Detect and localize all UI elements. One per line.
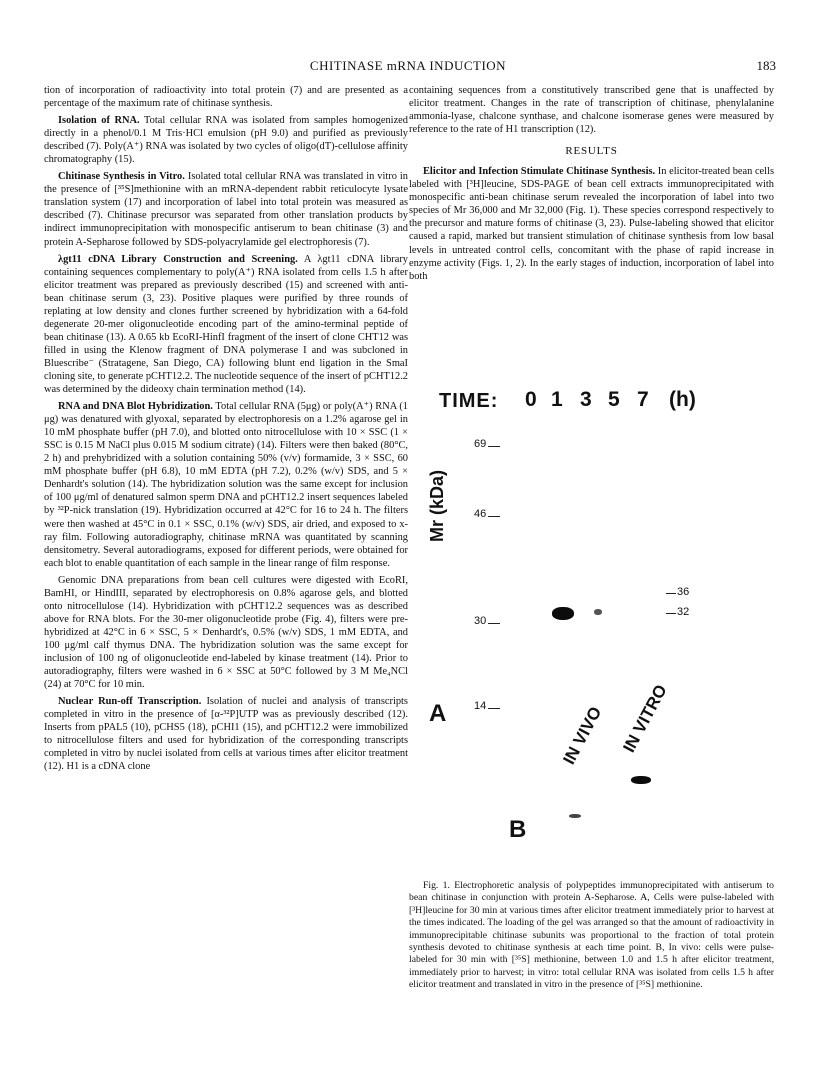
running-title: CHITINASE mRNA INDUCTION xyxy=(309,58,507,73)
lane-label-in-vitro: IN VITRO xyxy=(619,681,671,756)
section-body: Total cellular RNA (5μg) or poly(A⁺) RNA (1 μg) was denatured with glyoxal, separated by electrophoresis on a 1.2% agarose gel in 10 mM phosphate buffer (pH 7.0), and blotted onto nitrocellulose with 10 × SSC (1 × SSC is 0.15 M NaCl plus 0.015 M sodium citrate) (14). Filters were then baked (80°C, 2 h) and prehybridized with a solution containing 50% (v/v) formamide, 3 × SSC, 60 mM phosphate buffer (pH 6.8), 10 mM EDTA (pH 7.2), 0.2% (w/v) SDS, and 5 × Denhardt's solution (14). The hybridization solution was the same except for inclusion of 100 μg/ml of denatured salmon sperm DNA and pCHT12.2 insert sequences labeled by ³²P-nick translation (19). Hybridization occurred at 42°C for 16 to 24 h. The filters were then washed at 45°C in 0.1 × SSC, 0.1% (w/v) SDS, air dried, and exposed to x-ray film. Following autoradiography, chitinase mRNA was quantitated by scanning densitometry. Several autoradiograms, exposed for different periods, were obtained for each blot to enable quantitation of each sample in the linear range of film response. xyxy=(44,401,408,569)
section-body: Total cellular RNA was isolated from samples homogenized directly in a phenol/0.1 M Tris·HCl emulsion (pH 9.0) and purified as previously described (7). Poly(A⁺) RNA was isolated by two cycles of oligo(dT)-cellulose affinity chromatography (15). xyxy=(44,115,408,166)
time-point: 7 xyxy=(637,388,649,411)
paragraph: containing sequences from a constitutively transcribed gene that is unaffected by elicitor treatment. Changes in the rate of transcription of chitinase, phenylalanine ammonia-lyase, chalcone synthase, and chalcone isomerase genes were measured by reference to the rate of H1 transcription (12). xyxy=(409,85,774,136)
section-heading: Elicitor and Infection Stimulate Chitinase Synthesis. xyxy=(423,166,656,178)
section-heading: λgt11 cDNA Library Construction and Screening. xyxy=(58,253,298,265)
time-point: 3 xyxy=(580,388,592,411)
y-axis-label: Mr (kDa) xyxy=(427,469,447,542)
time-point: 1 xyxy=(551,388,563,411)
section-heading: Chitinase Synthesis in Vitro. xyxy=(58,171,185,183)
section-blot xyxy=(44,400,408,570)
section-chitinase-synthesis xyxy=(44,170,408,248)
marker-tick xyxy=(488,516,500,517)
section-heading: Nuclear Run-off Transcription. xyxy=(58,696,202,708)
mw-marker-right: 32 xyxy=(677,606,690,618)
section-heading: RNA and DNA Blot Hybridization. xyxy=(58,401,213,413)
mw-marker: 69 xyxy=(474,438,487,450)
time-point: 0 xyxy=(525,388,537,411)
time-label: TIME: xyxy=(439,390,499,412)
section-elicitor xyxy=(409,165,774,282)
marker-tick xyxy=(488,446,500,447)
gel-band xyxy=(552,607,574,620)
page-header xyxy=(40,58,776,78)
section-library xyxy=(44,253,408,397)
caption-text: Fig. 1. Electrophoretic analysis of polypeptides immunoprecipitated with antiserum to bean chitinase in conjunction with protein A-Sepharose. A, Cells were pulse-labeled with [³H]leucine for 30 min at various times after elicitor treatment immediately prior to harvest at the times indicated. The loading of the gel was arranged so that the amount of radioactivity in immunoprecipitable chitinase subunits was proportional to the fraction of total protein synthesis devoted to chitinase synthesis at each time point. B, In vivo: cells were pulse-labeled for 30 min with [³⁵S] methionine, between 1.0 and 1.5 h after elicitor treatment, immediately prior to harvest; in vitro: total cellular RNA was isolated from cells 1.5 h after elicitor treatment and translated in vitro in the presence of [³⁵S] methionine. xyxy=(409,880,774,991)
section-body: In elicitor-treated bean cells labeled with [³H]leucine, SDS-PAGE of bean cell extracts immunoprecipitated with monospecific anti-bean chitinase serum revealed the incorporation of label into two species of Mr 36,000 and Mr 32,000 (Fig. 1). These species correspond respectively to the precursor and mature forms of chitinase (3, 23). Pulse-labeling showed that elicitor caused a rapid, marked but transient stimulation of chitinase synthesis from low basal levels in untreated control cells, concomitant with the phase of rapid increase in enzyme activity (Figs. 1, 2). In the early stages of induction, incorporation of label into both xyxy=(409,166,774,282)
gel-band xyxy=(594,609,602,615)
mw-marker: 30 xyxy=(474,615,487,627)
figure-caption xyxy=(409,880,774,992)
marker-tick xyxy=(488,708,500,709)
marker-tick xyxy=(666,593,676,594)
section-body: Isolated total cellular RNA was translated in vitro in the presence of [³⁵S]methionine with an mRNA-dependent rabbit reticulocyte lysate translation system (17) and incorporation of label into total protein was measured as described (7). Chitinase precursor was separated from other translation products by indirect immunoprecipitation with monospecific antiserum to bean chitinase (3) and protein A-Sepharose followed by SDS-polyacrylamide gel electrophoresis (7). xyxy=(44,171,408,248)
paragraph: tion of incorporation of radioactivity into total protein (7) and are presented as a percentage of the maximum rate of chitinase synthesis. xyxy=(44,85,408,110)
time-point: (h) xyxy=(669,388,696,411)
gel-band xyxy=(569,814,581,818)
section-runoff xyxy=(44,695,408,773)
time-point: 5 xyxy=(608,388,620,411)
section-body: Isolation of nuclei and analysis of transcripts completed in vitro in the presence of [α-³²P]UTP was as previously described (12). Inserts from pPAL5 (10), pCHS5 (18), pCHI1 (15), and pCHT12.2 were immobilized to nitrocellulose filters and used for hybridization of the corresponding transcripts completed in vitro by nuclei isolated from cells at various times after elicitor treatment (12). H1 is a cDNA clone xyxy=(44,696,408,773)
mw-marker: 14 xyxy=(474,700,487,712)
section-heading: Isolation of RNA. xyxy=(58,115,140,127)
panel-a-label: A xyxy=(429,700,447,727)
marker-tick xyxy=(666,613,676,614)
right-column xyxy=(409,84,774,283)
section-rna-isolation xyxy=(44,114,408,166)
panel-b-label: B xyxy=(509,816,527,843)
figure-1 xyxy=(409,380,774,850)
mw-marker: 46 xyxy=(474,508,487,520)
section-body: A λgt11 cDNA library containing sequences complementary to poly(A⁺) RNA isolated from cells 1.5 h after elicitor treatment was prepared as previously described (15) and screened with anti-bean chitinase serum (3, 23). Positive plaques were purified by three rounds of replating at low density and clones further screened by hybridization with a 64-fold degenerate 20-mer oligonucleotide encoding part of the amino-terminal peptide of bean chitinase (13). A 0.65 kb EcoRI-HinfI fragment of the insert of clone CHT12 was filled in using the Klenow fragment of DNA polymerase I and was subcloned in Bluescribe⁻ (Stratagene, San Diego, CA) following blunt end ligation in the SmaI cloning site, to generate pCHT12.2. The nucleotide sequence of the insert of pCHT12.2 was determined by the dideoxy chain termination method (14). xyxy=(44,253,408,396)
results-heading: RESULTS xyxy=(565,145,618,158)
left-column xyxy=(44,84,408,773)
paragraph-genomic: Genomic DNA preparations from bean cell cultures were digested with EcoRI, BamHI, or HindIII, separated by electrophoresis on 0.8% agarose gels, and blotted onto nitrocellulose (14). Hybridization with pCHT12.2 sequences was as described above for RNA blots. For the 30-mer oligonucleotide probe (Fig. 4), filters were pre-hybridized at 42°C in 6 × SSC, 5 × Denhardt's, 0.5% (w/v) SDS, 1 mM EDTA, and 100 μg/ml calf thymus DNA. The hybridization solution was the same except for inclusion of 100 ng of oligonucleotide end-labeled by kinase treatment (14). Prior to autoradiography, filters were washed in 6 × SSC at 50°C followed by 3 M Me₄NCl (24) at 70°C for 10 min. xyxy=(44,574,408,691)
lane-label-in-vivo: IN VIVO xyxy=(559,703,606,768)
mw-marker-right: 36 xyxy=(677,586,690,598)
gel-band xyxy=(631,776,651,784)
page-number: 183 xyxy=(756,58,776,73)
marker-tick xyxy=(488,623,500,624)
